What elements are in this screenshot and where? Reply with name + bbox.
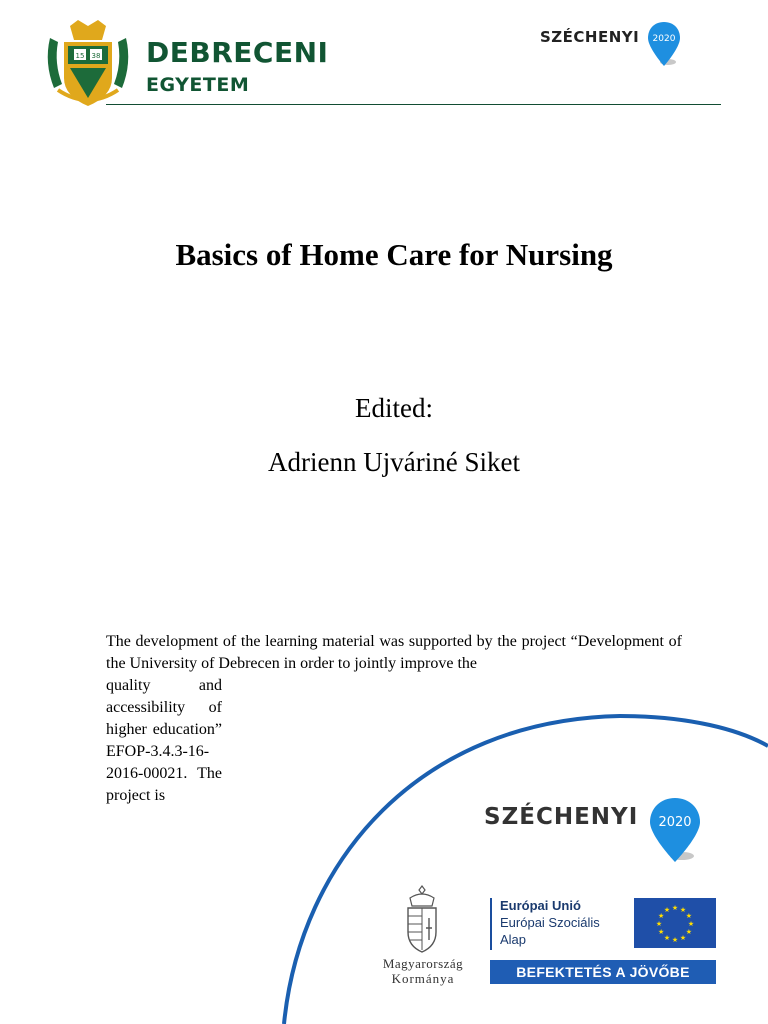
eu-star: ★ — [671, 904, 679, 912]
support-paragraph: The development of the learning material was supported by the project “Development of the University of Debrecen in order to jointly improve the — [106, 633, 682, 672]
szechenyi-year-top: 2020 — [652, 34, 676, 44]
university-crest-icon — [40, 18, 136, 110]
eu-fund-logo — [490, 896, 718, 986]
eu-star: ★ — [687, 920, 695, 928]
eu-star: ★ — [658, 928, 665, 936]
editor-name: Adrienn Ujváriné Siket — [268, 447, 520, 477]
eu-line1: Európai Unió — [500, 898, 581, 913]
investment-banner: BEFEKTETÉS A JÖVŐBE — [490, 960, 716, 984]
eu-star: ★ — [658, 912, 665, 920]
government-line1: Magyarország — [382, 956, 464, 971]
support-paragraph-continued: quality and accessibility of higher education” EFOP-3.4.3-16-2016-00021. The project is — [106, 677, 222, 804]
edited-label: Edited: — [355, 393, 433, 423]
eu-star: ★ — [679, 906, 687, 915]
coat-of-arms-icon — [402, 884, 442, 954]
szechenyi-logo-top — [540, 20, 690, 70]
university-name-line1: DEBRECENI — [146, 36, 329, 69]
crest-year-right: 38 — [91, 52, 101, 60]
eu-flag-icon — [634, 898, 716, 948]
government-line2: Kormánya — [391, 971, 455, 986]
eu-star: ★ — [685, 928, 692, 936]
eu-star: ★ — [655, 920, 663, 928]
header-divider — [106, 104, 721, 105]
eu-star: ★ — [663, 933, 671, 942]
eu-divider — [490, 898, 492, 950]
szechenyi-year-footer: 2020 — [658, 815, 692, 830]
university-name-line2: EGYETEM — [146, 74, 250, 96]
hungarian-government-logo — [364, 884, 482, 990]
eu-star: ★ — [679, 933, 687, 942]
document-title: Basics of Home Care for Nursing — [175, 237, 613, 272]
szechenyi-logo-footer — [484, 796, 714, 866]
eu-star: ★ — [685, 912, 692, 920]
eu-line3: Alap — [500, 932, 527, 947]
eu-line2: Európai Szociális — [500, 915, 600, 930]
eu-star: ★ — [671, 936, 679, 944]
university-logo — [40, 18, 340, 110]
location-pin-icon — [646, 20, 682, 68]
szechenyi-label-footer: SZÉCHENYI — [484, 804, 639, 830]
eu-star: ★ — [663, 906, 671, 915]
crest-year-left: 15 — [75, 52, 85, 60]
szechenyi-label-top: SZÉCHENYI — [540, 28, 640, 46]
location-pin-icon — [648, 796, 702, 864]
